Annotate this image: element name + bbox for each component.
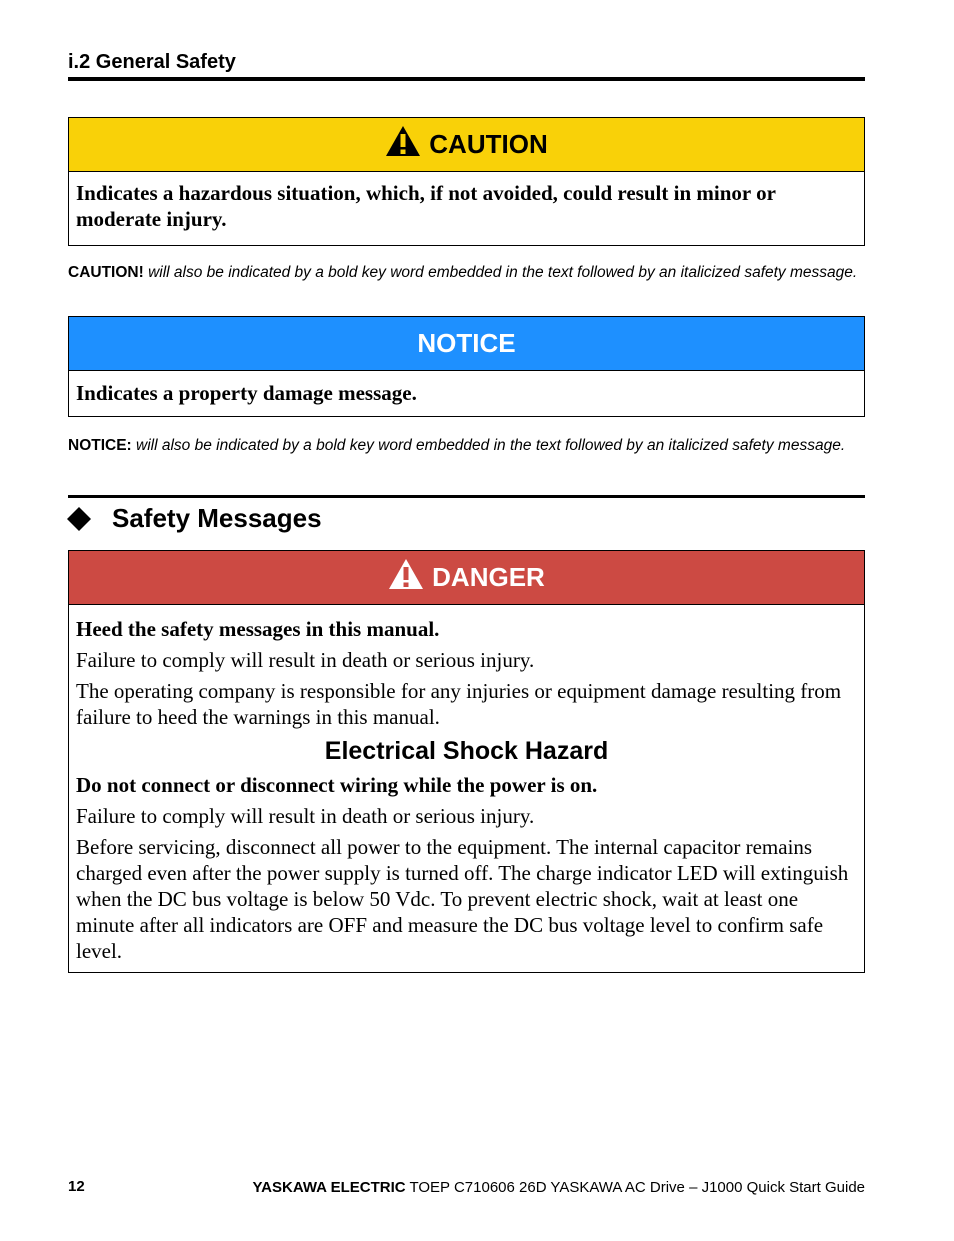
notice-description: Indicates a property damage message.	[76, 381, 417, 405]
caution-description: Indicates a hazardous situation, which, if not avoided, could result in minor or moderate injury.	[76, 181, 776, 231]
notice-keyword: NOTICE:	[68, 437, 132, 454]
danger-consequence-2: Failure to comply will result in death or serious injury.	[76, 804, 535, 828]
caution-title: CAUTION	[429, 129, 548, 159]
safety-messages-title: Safety Messages	[112, 503, 322, 533]
caution-box-body	[69, 172, 864, 245]
caution-note-message: will also be indicated by a bold key word embedded in the text followed by an italicized safety message.	[143, 264, 858, 281]
notice-box-header	[69, 317, 864, 371]
safety-messages-rule	[68, 495, 865, 498]
danger-box-body	[69, 605, 864, 972]
notice-title: NOTICE	[417, 328, 516, 358]
danger-consequence-1: Failure to comply will result in death or serious injury.	[76, 648, 535, 672]
electrical-shock-hazard-title: Electrical Shock Hazard	[324, 737, 609, 765]
diamond-bullet-icon	[66, 506, 92, 537]
footer-doc-title: TOEP C710606 26D YASKAWA AC Drive – J1000 Quick Start Guide	[405, 1179, 865, 1196]
notice-note	[68, 437, 865, 455]
caution-keyword: CAUTION!	[68, 264, 144, 281]
notice-note-message: will also be indicated by a bold key word embedded in the text followed by an italicized safety message.	[131, 437, 846, 454]
header-rule	[68, 77, 865, 81]
danger-responsibility-text: The operating company is responsible for any injuries or equipment damage resulting from failure to heed the warnings in this manual.	[76, 679, 842, 729]
notice-box-body	[69, 371, 864, 416]
caution-note	[68, 264, 865, 282]
danger-box-header	[69, 551, 864, 605]
danger-heed-message: Heed the safety messages in this manual.	[76, 617, 440, 641]
danger-box	[68, 550, 865, 973]
caution-box	[68, 117, 865, 246]
section-heading: i.2 General Safety	[68, 51, 236, 73]
page-number: 12	[68, 1178, 85, 1195]
caution-box-header	[69, 118, 864, 172]
danger-wiring-warning: Do not connect or disconnect wiring while the power is on.	[76, 773, 598, 797]
danger-title: DANGER	[432, 562, 545, 592]
warning-triangle-icon	[388, 558, 424, 597]
danger-servicing-instructions: Before servicing, disconnect all power to the equipment. The internal capacitor remains charged even after the power supply is turned off. The charge indicator LED will extinguish when the DC bus voltage is below 50 Vdc. To prevent electric shock, wait at least one minute after all indicators are OFF and measure the DC bus voltage level to confirm safe level.	[76, 835, 849, 963]
footer-brand: YASKAWA ELECTRIC	[252, 1179, 406, 1196]
document-footer	[253, 1179, 865, 1196]
notice-box	[68, 316, 865, 417]
warning-triangle-icon	[385, 125, 421, 164]
